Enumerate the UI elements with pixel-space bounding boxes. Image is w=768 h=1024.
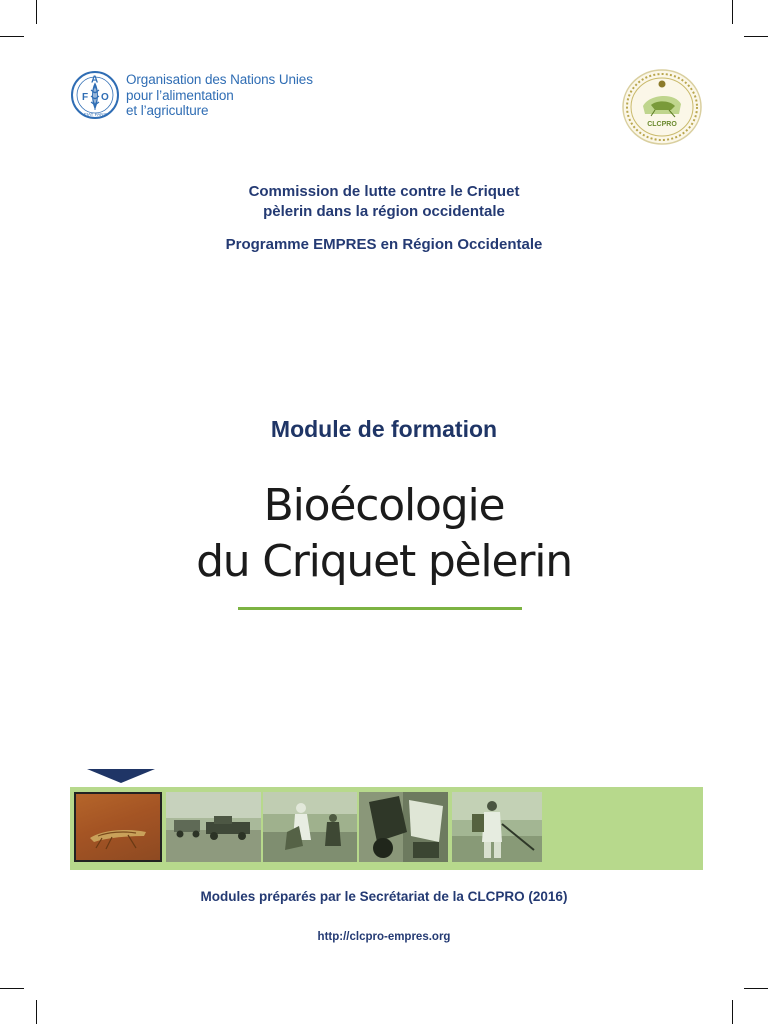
programme-heading: Programme EMPRES en Région Occidentale [225,236,543,253]
fao-letter-f: F [82,92,89,103]
crop-mark-top-left-h [0,36,24,37]
fao-logo-icon [70,70,120,125]
commission-line-1: Commission de lutte contre le Criquet [248,183,520,200]
crop-mark-bottom-left-h [0,988,24,989]
fao-letter-a: A [91,74,99,86]
module-label: Module de formation [270,416,498,442]
document-title [0,478,768,590]
photo-pesticide-handling [359,792,448,862]
crop-mark-top-right-h [744,36,768,37]
website-link[interactable]: http://clcpro-empres.org [317,931,451,943]
crop-mark-bottom-right [732,1000,733,1024]
title-underline [238,607,522,610]
clcpro-seal-icon [621,68,703,151]
commission-line-2: pèlerin dans la région occidentale [263,203,505,220]
crop-mark-bottom-right-h [744,988,768,989]
commission-heading [0,182,768,222]
clcpro-seal-label: CLCPRO [647,121,677,128]
title-line-1: Bioécologie [263,480,505,531]
crop-mark-top-right [732,0,733,24]
credits-line: Modules préparés par le Secrétariat de la CLCPRO (2016) [200,889,568,904]
photo-strip [70,787,703,870]
fao-org-line-2: pour l’alimentation [126,87,234,103]
fao-org-line-1: Organisation des Nations Unies [126,72,313,87]
fao-organisation-name [126,72,313,119]
fao-motto: FIAT PANIS [84,112,108,117]
photo-survey-vehicles [166,792,261,862]
photo-sprayer-operator [452,792,542,862]
photo-locust-on-sand [74,792,162,862]
crop-mark-bottom-left [36,1000,37,1024]
title-line-2: du Criquet pèlerin [196,536,572,587]
crop-mark-top-left [36,0,37,24]
fao-org-line-3: et l’agriculture [126,103,209,118]
fao-letter-o: O [101,92,109,103]
photo-field-team [263,792,357,862]
selected-photo-arrow-icon [87,769,155,783]
